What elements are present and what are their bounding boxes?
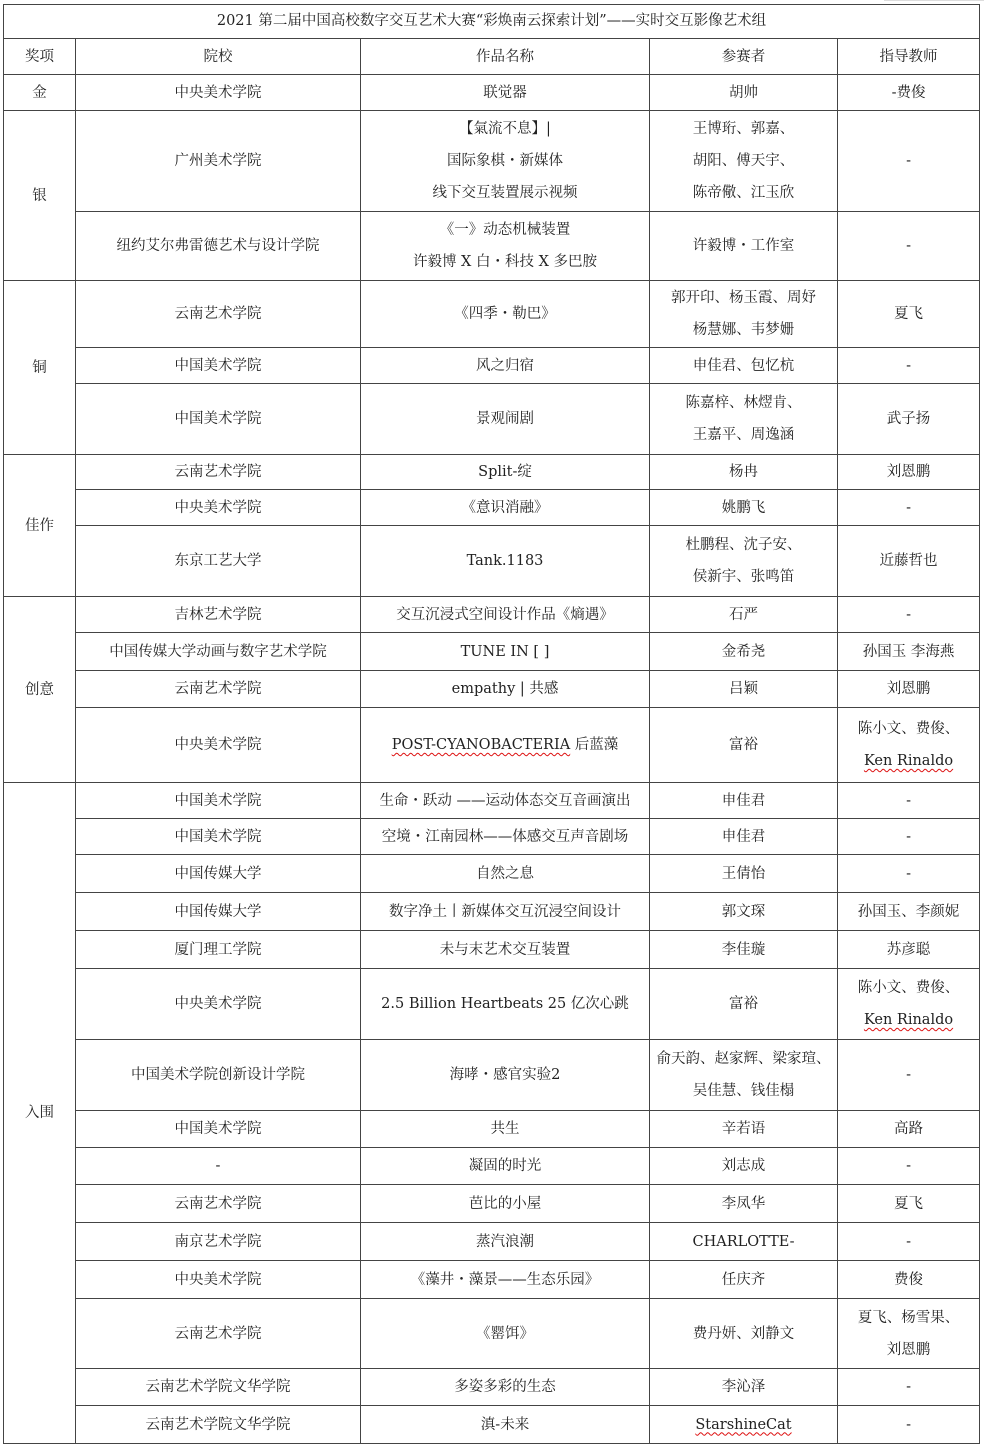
work-cell: 《四季・勒巴》 [361, 281, 650, 348]
school-cell: 纽约艾尔弗雷德艺术与设计学院 [76, 212, 361, 281]
participants-cell: 胡帅 [650, 75, 838, 111]
participant-line: 王博珩、郭嘉、 [692, 121, 795, 137]
teacher-cell: 刘恩鹏 [838, 455, 980, 490]
participant-line: 侯新宇、张鸣笛 [692, 569, 795, 585]
work-line: 线下交互装置展示视频 [432, 185, 578, 201]
table-row [4, 633, 980, 671]
work-cell: 蒸汽浪潮 [361, 1223, 650, 1261]
work-cell: 共生 [361, 1111, 650, 1148]
school-cell: 云南艺术学院 [76, 455, 361, 490]
table-row [4, 1040, 980, 1111]
school-cell: 中国美术学院创新设计学院 [76, 1040, 361, 1111]
teacher-cell: - [838, 1223, 980, 1261]
teacher-cell: - [838, 212, 980, 281]
school-cell: 云南艺术学院文华学院 [76, 1369, 361, 1406]
participants-cell: 吕颖 [650, 671, 838, 708]
teacher-cell: -费俊 [838, 75, 980, 111]
school-cell: 中央美术学院 [76, 75, 361, 111]
participant-line: 陈帝儆、江玉欣 [692, 185, 795, 201]
participant-line: 吴佳慧、钱佳榻 [692, 1083, 795, 1099]
teacher-line: 陈小文、费俊、 [857, 980, 960, 996]
table-row [4, 855, 980, 893]
teacher-cell: - [838, 348, 980, 384]
work-line: 国际象棋・新媒体 [447, 153, 563, 169]
school-cell: 厦门理工学院 [76, 931, 361, 969]
teacher-cell: - [838, 1148, 980, 1185]
participants-cell: 石严 [650, 597, 838, 633]
teacher-cell: 夏飞 [838, 1185, 980, 1223]
participants-cell: 辛若语 [650, 1111, 838, 1148]
table-row [4, 455, 980, 490]
table-row [4, 1406, 980, 1444]
header-teacher: 指导教师 [838, 39, 980, 75]
award-bronze: 铜 [4, 281, 76, 455]
school-cell: 中国美术学院 [76, 384, 361, 455]
teacher-cell: - [838, 1369, 980, 1406]
participant-line: 杨慧娜、韦梦姗 [692, 322, 795, 338]
school-cell: 中国美术学院 [76, 1111, 361, 1148]
participants-cell: 费丹妍、刘静文 [650, 1299, 838, 1369]
school-cell: 云南艺术学院文华学院 [76, 1406, 361, 1444]
participants-cell: 姚鹏飞 [650, 490, 838, 526]
table-row [4, 1111, 980, 1148]
table-row [4, 783, 980, 819]
table-row [4, 819, 980, 855]
teacher-cell [838, 1299, 980, 1369]
teacher-cell: - [838, 1406, 980, 1444]
work-cell: 多姿多彩的生态 [361, 1369, 650, 1406]
work-cell: 海哮・感官实验2 [361, 1040, 650, 1111]
school-cell: 中央美术学院 [76, 708, 361, 783]
table-row [4, 597, 980, 633]
work-cell: 自然之息 [361, 855, 650, 893]
header-participants: 参赛者 [650, 39, 838, 75]
award-silver: 银 [4, 111, 76, 281]
table-row [4, 969, 980, 1040]
work-cell: 数字净土丨新媒体交互沉浸空间设计 [361, 893, 650, 931]
participant-name: StarshineCat [695, 1416, 792, 1433]
work-line: 《一》动态机械装置 [439, 222, 571, 238]
work-cell [361, 708, 650, 783]
participants-cell: 富裕 [650, 708, 838, 783]
teacher-cell: - [838, 111, 980, 212]
table-row [4, 671, 980, 708]
table-row [4, 1223, 980, 1261]
school-cell: 广州美术学院 [76, 111, 361, 212]
school-cell: 吉林艺术学院 [76, 597, 361, 633]
teacher-line: 陈小文、费俊、 [857, 721, 960, 737]
participants-cell: 刘志成 [650, 1148, 838, 1185]
teacher-cell: 孙国玉 李海燕 [838, 633, 980, 671]
work-cell [361, 111, 650, 212]
header-award: 奖项 [4, 39, 76, 75]
teacher-cell [838, 969, 980, 1040]
teacher-cell: - [838, 783, 980, 819]
work-cell: empathy | 共感 [361, 671, 650, 708]
participants-cell [650, 111, 838, 212]
table-row [4, 348, 980, 384]
header-school: 院校 [76, 39, 361, 75]
participants-cell: 李沁泽 [650, 1369, 838, 1406]
work-cell: 空境・江南园林——体感交互声音剧场 [361, 819, 650, 855]
teacher-cell: - [838, 855, 980, 893]
table-row [4, 212, 980, 281]
participants-cell [650, 526, 838, 597]
work-cell: 未与末艺术交互装置 [361, 931, 650, 969]
teacher-cell: - [838, 597, 980, 633]
participants-cell: 李凤华 [650, 1185, 838, 1223]
participants-cell: 任庆齐 [650, 1261, 838, 1299]
table-row [4, 1148, 980, 1185]
awards-table [3, 4, 980, 1444]
table-row [4, 281, 980, 348]
award-merit: 佳作 [4, 455, 76, 597]
table-row [4, 1299, 980, 1369]
teacher-cell: 高路 [838, 1111, 980, 1148]
participant-line: 杜鹏程、沈子安、 [685, 537, 802, 553]
table-row [4, 708, 980, 783]
work-line: 许毅博 X 白・科技 X 多巴胺 [412, 254, 598, 270]
table-row [4, 75, 980, 111]
participants-cell: 李佳璇 [650, 931, 838, 969]
work-cell: 滇-未来 [361, 1406, 650, 1444]
teacher-line: 刘恩鹏 [886, 1341, 931, 1358]
participants-cell: 申佳君、包忆杭 [650, 348, 838, 384]
work-cell: 联觉器 [361, 75, 650, 111]
participants-cell: 富裕 [650, 969, 838, 1040]
award-creative: 创意 [4, 597, 76, 783]
header-row [4, 39, 980, 75]
table-row [4, 893, 980, 931]
participants-cell: 申佳君 [650, 819, 838, 855]
teacher-cell: - [838, 490, 980, 526]
work-cell: 2.5 Billion Heartbeats 25 亿次心跳 [361, 969, 650, 1040]
participants-cell [650, 1406, 838, 1444]
teacher-cell: 近藤哲也 [838, 526, 980, 597]
participant-line: 王嘉平、周逸涵 [692, 427, 795, 443]
school-cell: 中国美术学院 [76, 348, 361, 384]
school-cell: 中央美术学院 [76, 969, 361, 1040]
work-cell: 《藻井・藻景——生态乐园》 [361, 1261, 650, 1299]
school-cell: 中央美术学院 [76, 490, 361, 526]
work-cell: 《罂饵》 [361, 1299, 650, 1369]
teacher-cell: 孙国玉、李颜妮 [838, 893, 980, 931]
participant-line: 郭开印、杨玉霞、周妤 [671, 290, 816, 306]
participants-cell: 郭文琛 [650, 893, 838, 931]
teacher-cell [838, 708, 980, 783]
school-cell: 中国美术学院 [76, 819, 361, 855]
participants-cell: 申佳君 [650, 783, 838, 819]
work-cell [361, 212, 650, 281]
school-cell: 中国传媒大学 [76, 855, 361, 893]
work-cell: 凝固的时光 [361, 1148, 650, 1185]
work-cell: Tank.1183 [361, 526, 650, 597]
participants-cell: 金希尧 [650, 633, 838, 671]
work-cell: 生命・跃动 ——运动体态交互音画演出 [361, 783, 650, 819]
work-title-en: POST-CYANOBACTERIA [391, 737, 571, 753]
teacher-cell: - [838, 819, 980, 855]
table-row [4, 1261, 980, 1299]
teacher-line: Ken Rinaldo [863, 1012, 954, 1028]
awards-sheet [3, 4, 979, 1444]
header-work: 作品名称 [361, 39, 650, 75]
table-row [4, 1185, 980, 1223]
table-title: 2021 第二届中国高校数字交互艺术大赛“彩焕南云探索计划”——实时交互影像艺术组 [4, 5, 980, 39]
work-cell: TUNE IN [ ] [361, 633, 650, 671]
participants-cell [650, 384, 838, 455]
teacher-cell: 刘恩鹏 [838, 671, 980, 708]
participants-cell: 王倩怡 [650, 855, 838, 893]
school-cell: 云南艺术学院 [76, 281, 361, 348]
school-cell: 中国传媒大学动画与数字艺术学院 [76, 633, 361, 671]
participants-cell [650, 1040, 838, 1111]
table-row [4, 384, 980, 455]
school-cell: 东京工艺大学 [76, 526, 361, 597]
participants-cell: 杨冉 [650, 455, 838, 490]
participants-cell: CHARLOTTE- [650, 1223, 838, 1261]
participant-line: 胡阳、傅天宇、 [692, 153, 795, 169]
participant-line: 俞天韵、赵家辉、梁家瑄、 [656, 1051, 831, 1067]
work-cell: 风之归宿 [361, 348, 650, 384]
work-line: 【氣流不息】| [459, 121, 551, 137]
teacher-cell: 费俊 [838, 1261, 980, 1299]
work-title-zh: 后蓝藻 [570, 737, 619, 753]
participants-cell: 许毅博・工作室 [650, 212, 838, 281]
table-row [4, 526, 980, 597]
award-gold: 金 [4, 75, 76, 111]
school-cell: 中国传媒大学 [76, 893, 361, 931]
work-cell: 《意识消融》 [361, 490, 650, 526]
school-cell: 云南艺术学院 [76, 1185, 361, 1223]
teacher-cell: - [838, 1040, 980, 1111]
table-row [4, 1369, 980, 1406]
work-cell: 芭比的小屋 [361, 1185, 650, 1223]
teacher-line: Ken Rinaldo [863, 753, 954, 769]
table-row [4, 931, 980, 969]
school-cell: 中国美术学院 [76, 783, 361, 819]
participant-line: 陈嘉梓、林熤肯、 [685, 395, 802, 411]
table-row [4, 490, 980, 526]
school-cell: 云南艺术学院 [76, 1299, 361, 1369]
teacher-line: 夏飞、杨雪果、 [857, 1309, 960, 1326]
school-cell: 南京艺术学院 [76, 1223, 361, 1261]
teacher-cell: 武子扬 [838, 384, 980, 455]
school-cell: 中央美术学院 [76, 1261, 361, 1299]
school-cell: 云南艺术学院 [76, 671, 361, 708]
table-row [4, 111, 980, 212]
work-cell: 交互沉浸式空间设计作品《熵遇》 [361, 597, 650, 633]
work-cell: 景观闹剧 [361, 384, 650, 455]
school-cell: - [76, 1148, 361, 1185]
participants-cell [650, 281, 838, 348]
teacher-cell: 苏彦聪 [838, 931, 980, 969]
award-finalist: 入围 [4, 783, 76, 1444]
teacher-cell: 夏飞 [838, 281, 980, 348]
work-cell: Split-绽 [361, 455, 650, 490]
